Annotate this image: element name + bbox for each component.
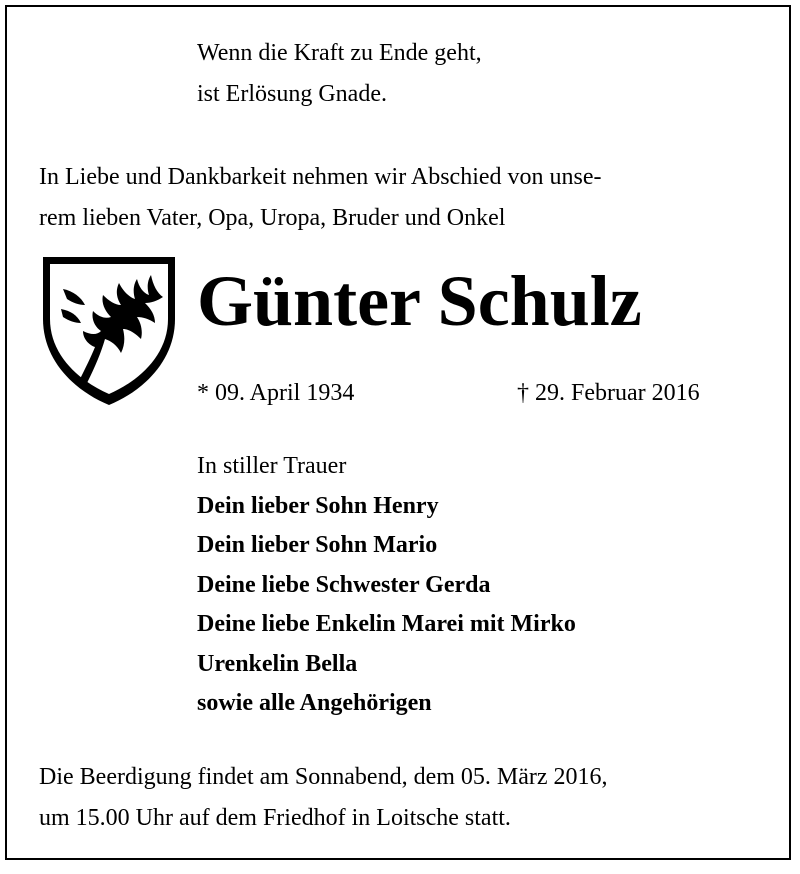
mourners-list: [197, 447, 576, 724]
deceased-name: Günter Schulz: [197, 261, 642, 341]
verse-line: Wenn die Kraft zu Ende geht,: [197, 40, 482, 66]
obituary-notice: [5, 5, 791, 860]
mourner-name: Urenkelin Bella: [197, 650, 358, 677]
mourner-name: Dein lieber Sohn Henry: [197, 492, 439, 519]
funeral-line: Die Beerdigung findet am Sonnabend, dem 05. März 2016,: [39, 764, 608, 790]
birth-date: * 09. April 1934: [197, 380, 355, 406]
mourning-lead: In stiller Trauer: [197, 453, 347, 479]
verse-line: ist Erlösung Gnade.: [197, 81, 387, 107]
mourner-name: Dein lieber Sohn Mario: [197, 532, 438, 558]
intro-text: [39, 157, 602, 239]
funeral-line: um 15.00 Uhr auf dem Friedhof in Loitsche statt.: [39, 805, 511, 831]
funeral-info: [39, 757, 608, 839]
mourner-name: Deine liebe Enkelin Marei mit Mirko: [197, 611, 576, 637]
death-date: † 29. Februar 2016: [517, 380, 700, 406]
mourner-name: sowie alle Angehörigen: [197, 690, 432, 716]
coat-of-arms-shield-icon: [39, 253, 179, 409]
intro-line: In Liebe und Dankbarkeit nehmen wir Abschied von unse-: [39, 164, 602, 190]
intro-line: rem lieben Vater, Opa, Uropa, Bruder und Onkel: [39, 205, 506, 231]
verse: [197, 33, 482, 115]
mourner-name: Deine liebe Schwester Gerda: [197, 571, 491, 598]
